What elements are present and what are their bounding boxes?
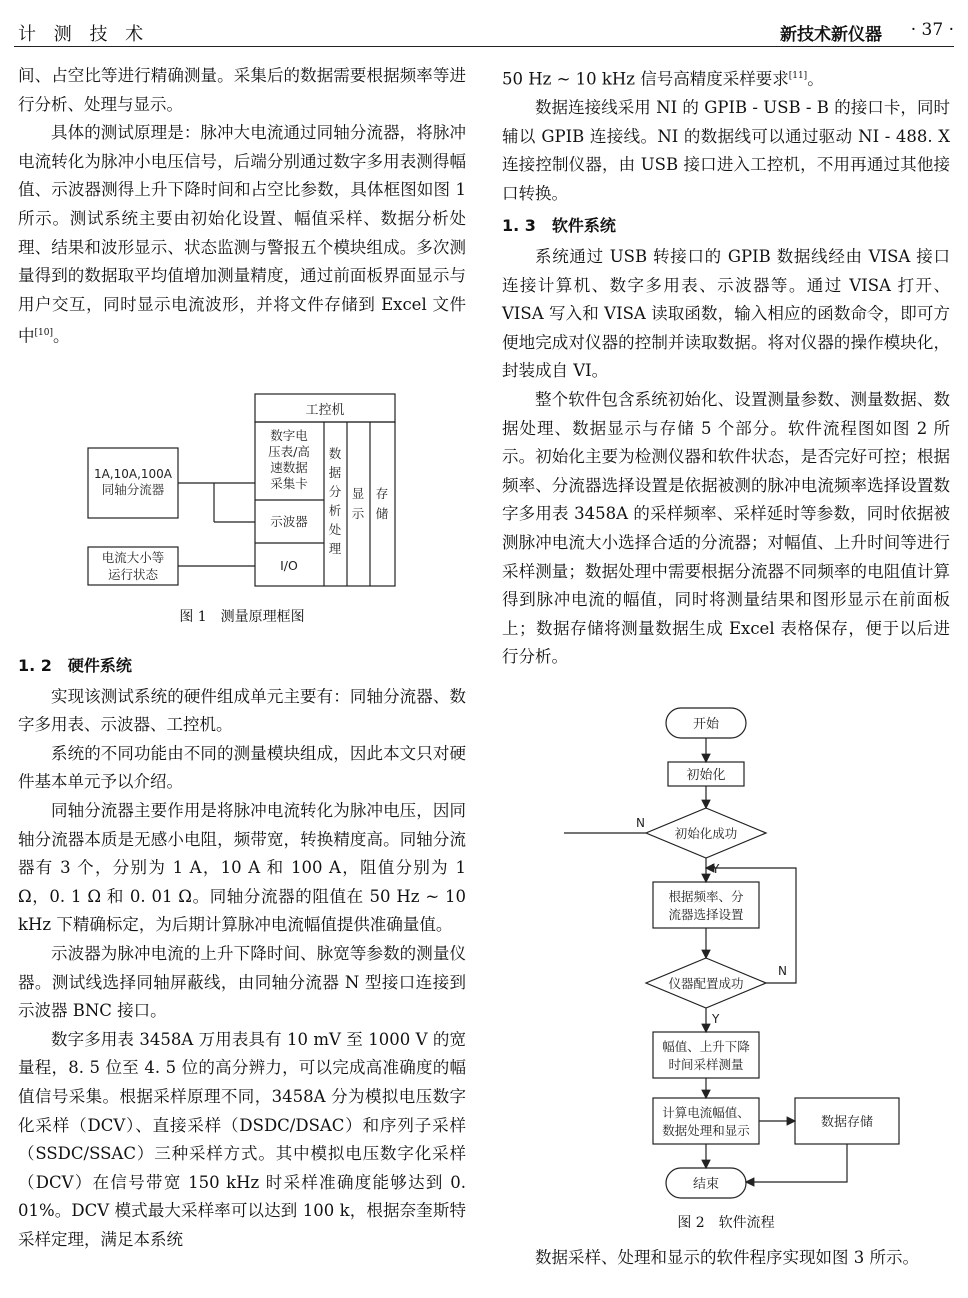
paragraph: 整个软件包含系统初始化、设置测量参数、测量数据、数据处理、数据显示与存储 5 个部分。软件流程图如图 2 所示。初始化主要为检测仪器和软件状态，是否完好可控；根据频率、分流器选择设置是依据被测的脉冲电流频率选择设置数字多用表 3458A 的采样频率、采样延时等参数，同时依据被测脉冲电流大小选择合适的分流器；对幅值、上升时间等进行采样测量；数据处理中需要根据分流器不同频率的电阻值计算得到脉冲电流的幅值，同时将测量结果和图形显示在前面板上；数据存储将测量数据生成 Excel 表格保存，便于以后进行分析。 (502, 390, 950, 667)
end-label: 结束 (692, 1177, 720, 1192)
paragraph-end: 。 (52, 326, 70, 346)
storage-char: 储 (375, 506, 389, 521)
storage-char: 存 (375, 486, 389, 501)
analysis-char: 析 (328, 503, 342, 518)
citation: [11] (788, 71, 808, 81)
shunt-label-2: 同轴分流器 (101, 482, 165, 497)
measure-label-1: 幅值、上升下降 (662, 1039, 750, 1054)
paragraph: 示波器为脉冲电流的上升下降时间、脉宽等参数的测量仪器。测试线选择同轴屏蔽线，由同轴分流器 N 型接口连接到示波器 BNC 接口。 (18, 943, 466, 1021)
section-title: 新技术新仪器 (780, 25, 882, 45)
paragraph-end: 。 (807, 69, 824, 89)
compute-label-1: 计算电流幅值、 (662, 1105, 750, 1120)
figure-1-caption: 图 1 测量原理框图 (179, 609, 305, 625)
select-label-1: 根据频率、分 (668, 889, 744, 904)
paragraph-text: 50 Hz ~ 10 kHz 信号高精度采样要求 (502, 69, 789, 89)
scope-label: 示波器 (270, 514, 308, 529)
paragraph (18, 119, 466, 351)
yes-label: Y (712, 1012, 720, 1026)
page-number: · 37 · (910, 20, 954, 40)
io-label: I/O (280, 558, 298, 573)
status-label-2: 运行状态 (107, 567, 159, 582)
dmm-label-1: 数字电 (270, 428, 308, 443)
section-heading: 1. 2 硬件系统 (18, 656, 132, 675)
init-label: 初始化 (686, 768, 726, 783)
dmm-label-4: 采集卡 (270, 476, 308, 491)
compute-label-2: 数据处理和显示 (662, 1123, 750, 1138)
header-rule (14, 46, 954, 47)
journal-name: 计 测 技 术 (18, 24, 150, 45)
select-label-2: 流器选择设置 (668, 907, 744, 922)
display-char: 示 (351, 506, 365, 521)
dmm-label-3: 速数据 (270, 460, 308, 475)
start-label: 开始 (692, 717, 720, 732)
figure-1-diagram (80, 390, 400, 590)
paragraph: 系统通过 USB 转接口的 GPIB 数据线经由 VISA 接口连接计算机、数字多用表、示波器等。通过 VISA 打开、VISA 写入和 VISA 读取函数，输入相应的函数命令，即可方便地完成对仪器的控制并读取数据。将对仪器的操作模块化，封装成自 VI。 (502, 247, 950, 381)
analysis-char: 处 (328, 522, 342, 537)
paragraph-text: 具体的测试原理是：脉冲大电流通过同轴分流器，将脉冲电流转化为脉冲小电压信号，后端分别通过数字多用表测得幅值、示波器测得上升下降时间和占空比参数，具体框图如图 1 所示。测试系统主要由初始化设置、幅值采样、数据分析处理、结果和波形显示、状态监测与警报五个模块组成。多次测量得到的数据取平均值增加测量精度，通过前面板界面显示与用户交互，同时显示电流波形，并将文件存储到 Excel 文件中 (18, 123, 466, 346)
analysis-char: 数 (328, 446, 342, 461)
status-label-1: 电流大小等 (101, 550, 165, 565)
paragraph: 系统的不同功能由不同的测量模块组成，因此本文只对硬件基本单元予以介绍。 (18, 743, 466, 792)
measure-label-2: 时间采样测量 (668, 1057, 744, 1072)
no-label: N (778, 964, 787, 978)
paragraph: 实现该测试系统的硬件组成单元主要有：同轴分流器、数字多用表、示波器、工控机。 (18, 686, 466, 735)
analysis-char: 分 (328, 484, 342, 499)
init-ok-label: 初始化成功 (674, 826, 738, 841)
ipc-label: 工控机 (305, 403, 345, 418)
left-column-top (18, 62, 466, 351)
paragraph (502, 62, 950, 94)
yes-label: Y (712, 862, 720, 876)
paragraph: 同轴分流器主要作用是将脉冲电流转化为脉冲电压，因同轴分流器本质是无感小电阻，频带宽，转换精度高。同轴分流器有 3 个，分别为 1 A，10 A 和 100 A，阻值分别为 1 Ω，0. 1 Ω 和 0. 01 Ω。同轴分流器的阻值在 50 Hz ~ 10 kHz 下精确标定，为后期计算脉冲电流幅值提供准确量值。 (18, 800, 466, 935)
right-column (502, 62, 950, 672)
display-char: 显 (351, 486, 365, 501)
no-label: N (636, 816, 645, 830)
right-column-bottom (502, 1244, 950, 1273)
paragraph: 数字多用表 3458A 万用表具有 10 mV 至 1000 V 的宽量程，8. 5 位至 4. 5 位的高分辨力，可以完成高准确度的幅值信号采集。根据采样原理不同，3458A 分为模拟电压数字化采样（DCV）、直接采样（DSDC/DSAC）和序列子采样（SSDC/SSAC）三种采样方式。其中模拟电压数字化采样（DCV）在信号带宽 150 kHz 时采样准确度能够达到 0. 01%。DCV 模式最大采样率可以达到 100 k，根据奈奎斯特采样定理，满足本系统 (18, 1029, 466, 1249)
figure-2-caption: 图 2 软件流程 (677, 1215, 775, 1231)
cfg-ok-label: 仪器配置成功 (668, 976, 744, 991)
analysis-char: 理 (328, 541, 342, 556)
section-heading: 1. 3 软件系统 (502, 216, 616, 236)
paragraph: 数据采样、处理和显示的软件程序实现如图 3 所示。 (535, 1248, 919, 1267)
analysis-char: 据 (328, 465, 342, 480)
citation: [10] (34, 328, 53, 339)
store-label: 数据存储 (820, 1115, 874, 1130)
figure-2-flowchart (560, 700, 920, 1210)
paragraph: 间、占空比等进行精确测量。采集后的数据需要根据频率等进行分析、处理与显示。 (18, 66, 466, 114)
paragraph: 数据连接线采用 NI 的 GPIB - USB - B 的接口卡，同时辅以 GPIB 连接线。NI 的数据线可以通过驱动 NI - 488. X 连接控制仪器，由 USB 接口进入工控机，不用再通过其他接口转换。 (502, 98, 950, 203)
left-column-bottom (18, 648, 466, 1254)
dmm-label-2: 压表/高 (268, 444, 310, 459)
shunt-label-1: 1A,10A,100A (93, 467, 173, 481)
